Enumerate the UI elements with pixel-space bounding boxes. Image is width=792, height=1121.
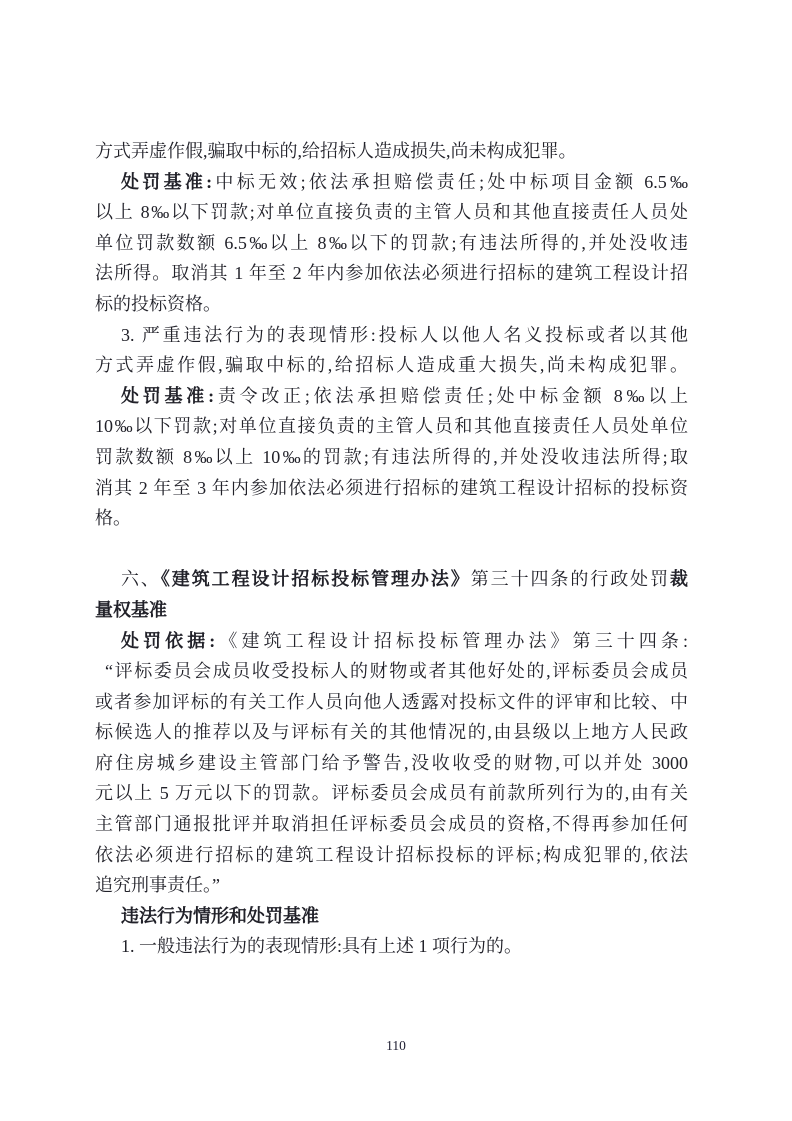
line-text: 或者参加评标的有关工作人员向他人透露对投标文件的评审和比较、中	[95, 691, 688, 712]
violation-item-line	[95, 320, 688, 351]
quote-text-line	[95, 840, 688, 871]
penalty-standard-line	[95, 381, 688, 412]
penalty-standard-label: 处罚基准:	[121, 385, 215, 406]
line-text: 法所得。取消其 1 年至 2 年内参加依法必须进行招标的建筑工程设计招	[95, 263, 688, 284]
line-text: 标候选人的推荐以及与评标有关的其他情况的,由县级以上地方人民政	[95, 722, 688, 743]
body-text-line	[95, 197, 688, 228]
penalty-basis-label: 处罚依据:	[121, 630, 216, 651]
line-text: 方式弄虚作假,骗取中标的,给招标人造成损失,尚未构成犯罪。	[95, 141, 577, 161]
body-text-line	[95, 289, 688, 320]
body-text-line	[95, 411, 688, 442]
quote-text-line	[95, 748, 688, 779]
line-text: 方式弄虚作假,骗取中标的,给招标人造成重大损失,尚未构成犯罪。	[95, 355, 688, 376]
line-text: 追究刑事责任。”	[95, 875, 220, 896]
section-heading-line-1	[95, 564, 688, 595]
line-text: 以上 8‰以下罚款;对单位直接负责的主管人员和其他直接责任人员处	[95, 202, 688, 223]
quote-text-line	[95, 717, 688, 748]
line-text: 10‰以下罚款;对单位直接负责的主管人员和其他直接责任人员处单位	[95, 416, 688, 437]
section-number: 六、	[121, 569, 161, 590]
line-text: 依法必须进行招标的建筑工程设计招标投标的评标;构成犯罪的,依法	[95, 844, 688, 865]
body-text-line	[95, 258, 688, 289]
quote-text-line	[95, 870, 688, 901]
line-text: 3. 严重违法行为的表现情形:投标人以他人名义投标或者以其他	[121, 324, 688, 345]
section-heading-line-2	[95, 595, 688, 626]
page-number: 110	[386, 1038, 406, 1053]
line-text: 量权基准	[95, 599, 167, 620]
body-text-line	[95, 228, 688, 259]
body-text-line	[95, 350, 688, 381]
penalty-standard-label: 处罚基准:	[121, 171, 213, 192]
line-text: 责令改正;依法承担赔偿责任;处中标金额 8‰以上	[214, 385, 689, 406]
line-text: 标的投标资格。	[95, 293, 221, 314]
line-text: 单位罚款数额 6.5‰以上 8‰以下的罚款;有违法所得的,并处没收违	[95, 232, 688, 253]
line-text: 第三十四条的行政处罚	[470, 569, 671, 590]
quote-text-line	[95, 656, 688, 687]
line-text: 罚款数额 8‰以上 10‰的罚款;有违法所得的,并处没收违法所得;取	[95, 446, 688, 467]
penalty-basis-line	[95, 626, 688, 657]
line-text-bold: 裁	[670, 569, 689, 590]
quote-text-line	[95, 809, 688, 840]
subsection-heading	[95, 901, 688, 932]
line-text: 《建筑工程设计招标投标管理办法》第三十四条:	[215, 630, 689, 651]
body-text-line	[95, 136, 688, 167]
regulation-title: 《建筑工程设计招标投标管理办法》	[160, 569, 471, 590]
violation-item-line	[95, 931, 688, 962]
quote-text-line	[95, 687, 688, 718]
line-text: 府住房城乡建设主管部门给予警告,没收收受的财物,可以并处 3000	[95, 752, 688, 773]
body-text-line	[95, 473, 688, 504]
document-body	[95, 136, 688, 962]
body-text-line	[95, 503, 688, 534]
penalty-standard-line	[95, 167, 688, 198]
line-text: 违法行为情形和处罚基准	[121, 905, 319, 926]
line-text: 中标无效;依法承担赔偿责任;处中标项目金额 6.5‰	[212, 171, 688, 192]
line-text: “评标委员会成员收受投标人的财物或者其他好处的,评标委员会成员	[105, 661, 688, 682]
quote-text-line	[95, 778, 688, 809]
line-text: 消其 2 年至 3 年内参加依法必须进行招标的建筑工程设计招标的投标资	[95, 477, 688, 498]
blank-line	[95, 534, 688, 565]
line-text: 1. 一般违法行为的表现情形:具有上述 1 项行为的。	[121, 936, 522, 957]
body-text-line	[95, 442, 688, 473]
line-text: 主管部门通报批评并取消担任评标委员会成员的资格,不得再参加任何	[95, 814, 688, 835]
line-text: 格。	[95, 508, 131, 529]
line-text: 元以上 5 万元以下的罚款。评标委员会成员有前款所列行为的,由有关	[95, 783, 688, 804]
